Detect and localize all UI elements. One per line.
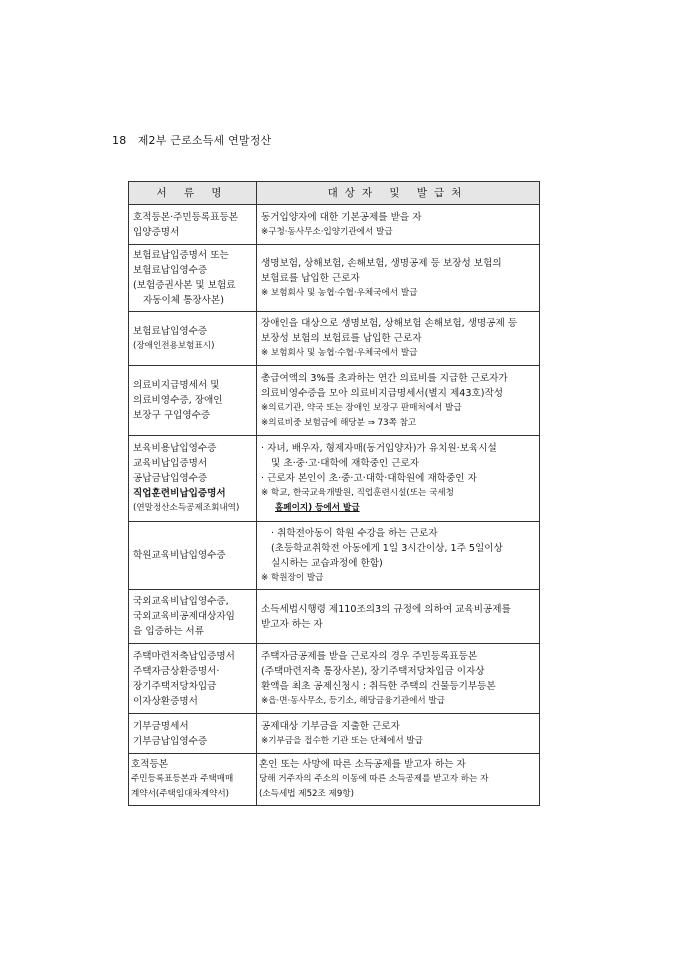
doc-cell — [129, 754, 257, 806]
chapter-title: 제2부 근로소득세 연말정산 — [137, 134, 272, 147]
doc-cell — [129, 590, 257, 644]
target-line: 의료비영수증을 모아 의료비지급명세서(별지 제43호)작성 — [261, 387, 503, 399]
issuer-note: ※ 보험회사 및 농협·수협·우체국에서 발급 — [261, 287, 418, 298]
target-cell — [257, 205, 540, 245]
issuer-note: ※ 학원장이 발급 — [261, 572, 324, 583]
target-line: (주택마련저축 통장사본), 장기주택저당차입금 이자상 — [261, 665, 485, 677]
doc-cell — [129, 205, 257, 245]
table-row — [129, 205, 540, 245]
doc-line: 을 입증하는 서류 — [133, 626, 204, 637]
issuer-note: ※의료비중 보험금에 해당분 ⇒ 73쪽 참고 — [261, 417, 417, 428]
target-line: 혼인 또는 사망에 따른 소득공제를 받고자 하는 자 — [259, 759, 466, 770]
target-cell — [257, 436, 540, 522]
target-line: 환액을 최초 공제신청시 : 취득한 주택의 건물등기부등본 — [261, 680, 496, 692]
target-cell — [257, 245, 540, 312]
doc-line: 주택마련저축납입증명서 — [133, 650, 235, 662]
table-row — [129, 754, 540, 806]
doc-line: 보험료납입증명서 또는 — [133, 250, 229, 261]
target-line: (초등학교취학전 아동에게 1일 3시간이상, 1주 5일이상 — [271, 542, 503, 554]
table-row — [129, 436, 540, 522]
doc-line: 보육비용납입영수증 — [133, 443, 217, 454]
doc-line: 기부금납입영수증 — [133, 735, 208, 747]
doc-line: 보험료납입영수증 — [133, 325, 208, 337]
doc-cell — [129, 522, 257, 590]
doc-cell — [129, 436, 257, 522]
doc-line: (장애인전용보험표시) — [133, 340, 215, 351]
target-line: 주택자금공제를 받을 근로자의 경우 주민등록표등본 — [261, 650, 478, 662]
doc-cell — [129, 245, 257, 312]
issuer-note: ※ 보험회사 및 농협·수협·우체국에서 발급 — [261, 348, 418, 358]
target-line: 당해 거주자의 주소의 이동에 따른 소득공제를 받고자 하는 자 — [259, 774, 489, 784]
table-row — [129, 714, 540, 754]
target-line: · 자녀, 배우자, 형제자매(동거입양자)가 유치원·보육시설 — [261, 443, 497, 454]
target-line: 실시하는 교습과정에 한함) — [271, 557, 383, 569]
doc-line: 이자상환증명서 — [133, 695, 198, 707]
doc-line: 보험료납입영수증 — [133, 265, 208, 276]
page-number: 18 — [112, 134, 127, 147]
target-cell — [257, 366, 540, 436]
doc-line: 의료비영수증, 장애인 — [133, 395, 223, 406]
doc-line: 보장구 구입영수증 — [133, 410, 211, 421]
table-row — [129, 245, 540, 312]
col-header-target: 대상자 및 발급처 — [257, 182, 540, 205]
col-header-documents: 서 류 명 — [129, 182, 257, 205]
doc-line: 입양증명서 — [133, 226, 180, 238]
doc-line: 주민등록표등본과 주택매매 — [131, 774, 234, 784]
target-cell — [257, 312, 540, 366]
table-row — [129, 590, 540, 644]
issuer-note: 홈페이지) 등에서 발급 — [275, 503, 360, 513]
doc-line: 국외교육비공제대상자임 — [133, 611, 235, 622]
target-cell — [257, 522, 540, 590]
doc-line: 기부금명세서 — [133, 720, 189, 732]
issuer-note: ※의료기관, 약국 또는 장애인 보장구 판매처에서 발급 — [261, 402, 462, 413]
table-header-row — [129, 182, 540, 205]
issuer-note: ※구청·동사무소·입양기관에서 발급 — [261, 226, 393, 237]
issuer-note: ※읍·면·동사무소, 등기소, 해당금융기관에서 발급 — [261, 695, 446, 706]
doc-cell — [129, 312, 257, 366]
target-line: · 근로자 본인이 초·중·고·대학·대학원에 재학중인 자 — [261, 473, 477, 484]
table-row — [129, 522, 540, 590]
target-line: 공제대상 기부금을 지출한 근로자 — [261, 720, 400, 732]
doc-line: 주택자금상환증명서· — [133, 665, 220, 677]
doc-line: 직업훈련비납입증명서 — [133, 488, 226, 499]
doc-line: 호적등본 — [131, 759, 169, 770]
doc-line: 장기주택저당차입금 — [133, 680, 217, 692]
target-line: 및 초·중·고·대학에 재학중인 근로자 — [271, 458, 420, 469]
issuer-note: ※ 학교, 한국교육개발원, 직업훈련시설(또는 국세청 — [261, 488, 454, 498]
target-line: 보험료를 납입한 근로자 — [261, 272, 360, 284]
issuer-note: ※기부금을 접수한 기관 또는 단체에서 발급 — [261, 735, 423, 746]
target-line: · 취학전아동이 학원 수강을 하는 근로자 — [271, 527, 438, 539]
doc-cell — [129, 714, 257, 754]
target-line: 장애인을 대상으로 생명보험, 상해보험 손해보험, 생명공제 등 — [261, 318, 518, 329]
target-line: 받고자 하는 자 — [261, 618, 323, 630]
target-line: 총급여액의 3%를 초과하는 연간 의료비를 지급한 근로자가 — [261, 372, 508, 384]
table-row — [129, 312, 540, 366]
target-cell — [257, 644, 540, 714]
target-line: (소득세법 제52조 제9항) — [259, 789, 354, 799]
doc-line: 자동이체 통장사본) — [143, 295, 224, 306]
doc-cell — [129, 644, 257, 714]
doc-line: (보험증권사본 및 보험료 — [133, 280, 236, 291]
target-cell — [257, 590, 540, 644]
doc-cell — [129, 366, 257, 436]
doc-line: 계약서(주택임대차계약서) — [131, 789, 230, 799]
target-cell — [257, 714, 540, 754]
target-line: 보장성 보험의 보험료를 납입한 근로자 — [261, 333, 422, 344]
doc-line: 의료비지급명세서 및 — [133, 380, 220, 391]
doc-line: (연말정산소득공제조회내역) — [133, 503, 240, 513]
target-line: 소득세법시행령 제110조의3의 규정에 의하여 교육비공제를 — [261, 603, 511, 615]
page-header — [112, 132, 271, 148]
doc-line: 호적등본·주민등록표등본 — [133, 211, 238, 223]
table-row — [129, 366, 540, 436]
target-line: 생명보험, 상해보험, 손해보험, 생명공제 등 보장성 보험의 — [261, 257, 502, 269]
target-cell — [257, 754, 540, 806]
doc-line: 국외교육비납입영수증, — [133, 596, 229, 607]
target-line: 동거입양자에 대한 기본공제를 받을 자 — [261, 211, 422, 223]
table-row — [129, 644, 540, 714]
documents-table — [128, 181, 540, 806]
doc-line: 교육비납입증명서 — [133, 458, 208, 469]
doc-line: 공납금납입영수증 — [133, 473, 208, 484]
doc-line: 학원교육비납입영수증 — [133, 550, 226, 561]
